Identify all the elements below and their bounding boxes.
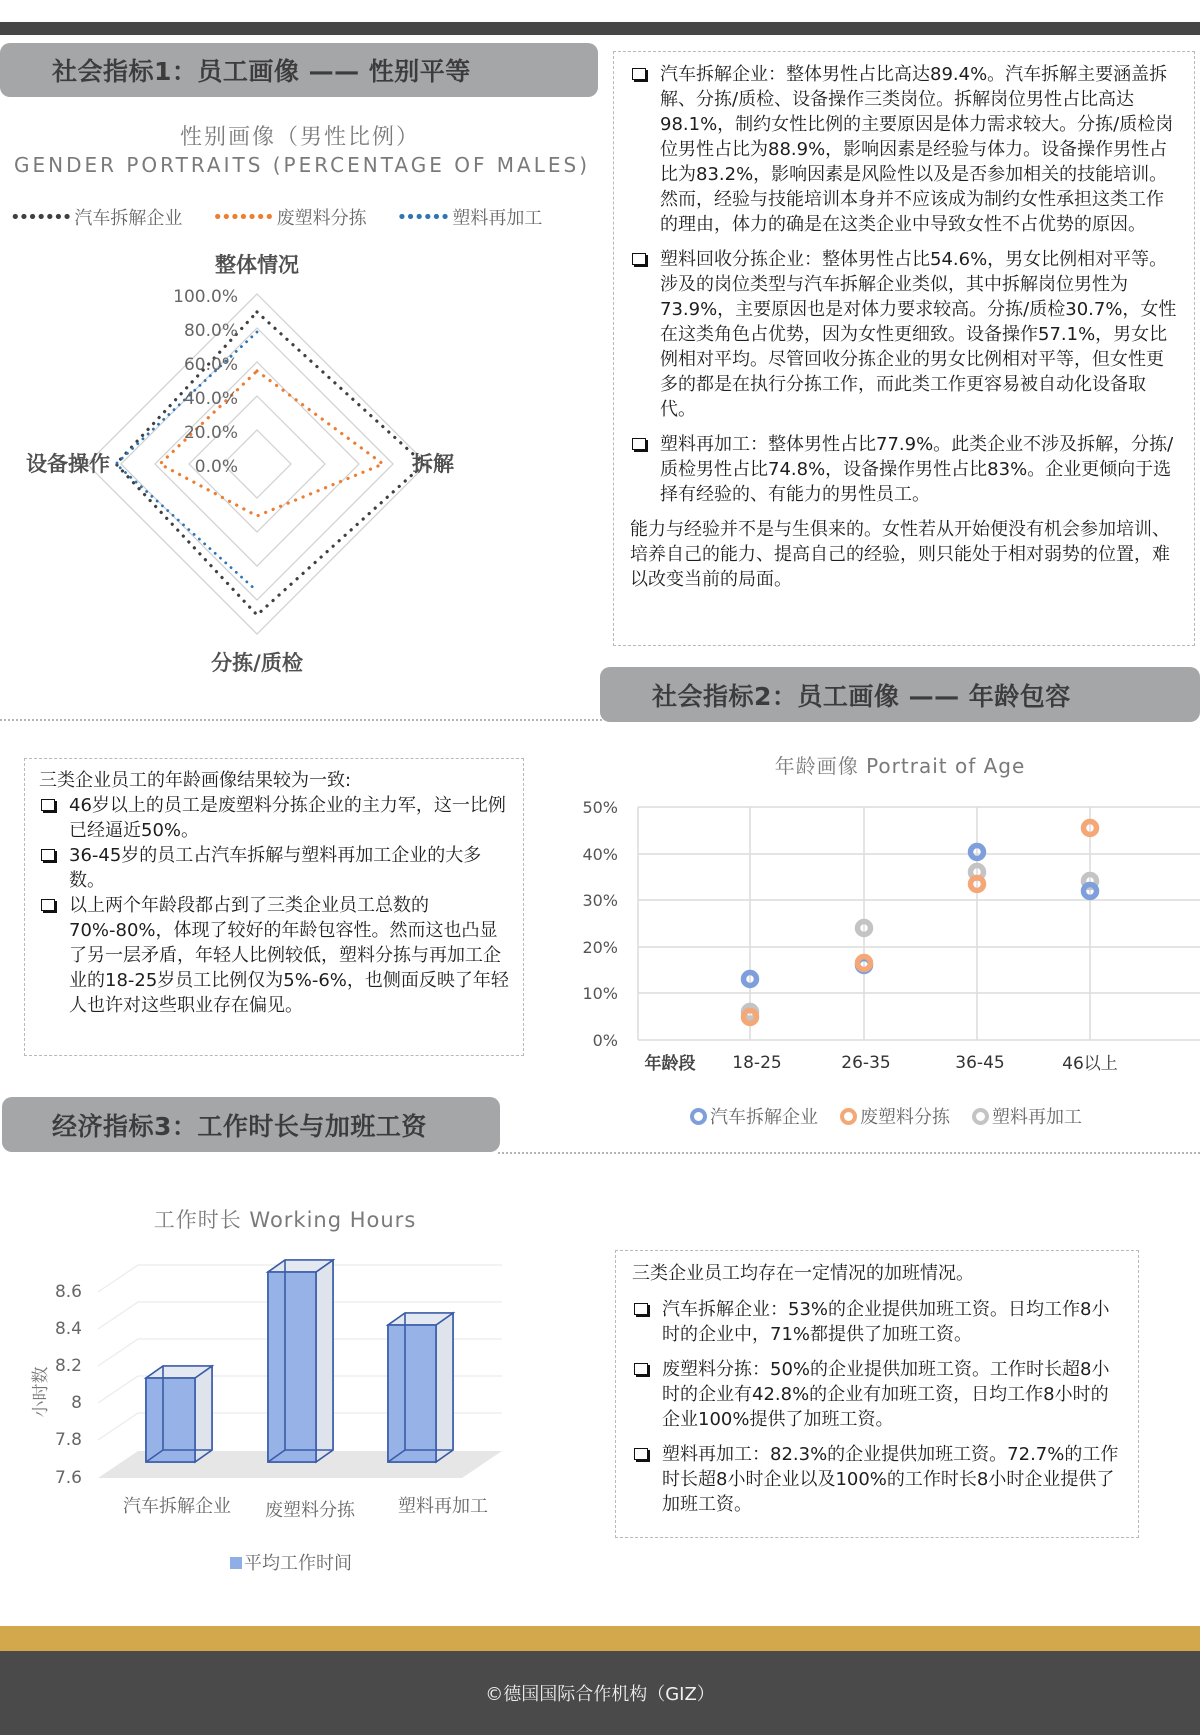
legend-label-reprocess: 塑料再加工: [452, 208, 543, 229]
x-tick: 汽车拆解企业: [123, 1496, 231, 1517]
legend-label-waste: 废塑料分拣: [276, 208, 367, 229]
legend-label-car: 汽车拆解企业: [74, 208, 183, 229]
section-title-gender: [0, 43, 598, 97]
radar-tick-labels: [173, 287, 238, 477]
axis-label-dismantle: 拆解: [412, 452, 454, 476]
y-tick: 8: [71, 1393, 82, 1413]
legend-marker-reprocess: [972, 1108, 989, 1125]
checkbox-bullet-icon: [632, 68, 646, 80]
overtime-intro: 三类企业员工均存在一定情况的加班情况。: [632, 1263, 974, 1284]
bar-legend-label: 平均工作时间: [244, 1553, 352, 1574]
tick: 0.0%: [194, 457, 238, 477]
y-tick: 20%: [582, 938, 618, 957]
checkbox-bullet-icon: [634, 1448, 648, 1460]
axis-label-overall: 整体情况: [215, 253, 299, 277]
footer: [0, 1651, 1200, 1735]
checkbox-bullet-icon: [632, 253, 646, 265]
checkbox-bullet-icon: [41, 849, 55, 861]
divider-dotted: [498, 1152, 1200, 1154]
bar-reprocess: [388, 1313, 453, 1462]
gender-bullet-car: 汽车拆解企业：整体男性占比高达89.4%。汽车拆解主要涵盖拆解、分拣/质检、设备操作三类岗位。拆解岗位男性占比高达98.1%，制约女性比例的主要原因是体力需求较大。分拣/质检岗位男性占比为88.9%，影响因素是经验与体力。设备操作男性占比为83.2%，影响因素是风险性以及是否参加相关的技能培训。然而，经验与技能培训本身并不应该成为制约女性承担这类工作的理由，体力的确是在这类企业中导致女性不占优势的原因。: [630, 62, 1180, 237]
radar-chart: [0, 230, 600, 690]
age-analysis-box: [24, 758, 524, 1056]
tick: 40.0%: [183, 389, 238, 409]
y-tick: 30%: [582, 891, 618, 910]
bar-waste: [268, 1260, 333, 1462]
tick: 80.0%: [183, 321, 238, 341]
section-title-hours: [2, 1097, 500, 1152]
y-tick: 8.6: [54, 1282, 82, 1302]
footer-accent-bar: [0, 1626, 1200, 1651]
age-chart-title: 年龄画像 Portrait of Age: [774, 754, 1026, 778]
y-tick: 10%: [582, 984, 618, 1003]
overtime-bullet-reprocess: 塑料再加工：82.3%的企业提供加班工资。72.7%的工作时长超8小时企业以及100%的工作时长8小时企业提供了加班工资。: [632, 1442, 1124, 1517]
age-bullet: 36-45岁的员工占汽车拆解与塑料再加工企业的大多数。: [39, 843, 509, 893]
radar-axis-labels: [26, 253, 454, 675]
scatter-gridlines: [638, 807, 1200, 1040]
bar-y-axis-label: 小时数: [31, 1366, 51, 1418]
checkbox-bullet-icon: [634, 1303, 648, 1315]
legend-marker-car: [690, 1108, 707, 1125]
y-tick: 0%: [592, 1031, 618, 1050]
x-tick: 36-45: [955, 1053, 1005, 1073]
x-tick: 18-25: [732, 1053, 782, 1073]
age-chart-legend: [690, 1103, 1170, 1129]
checkbox-bullet-icon: [41, 899, 55, 911]
legend-dots-reprocess: ••••••: [396, 206, 449, 228]
overtime-analysis-box: [615, 1250, 1139, 1538]
bar-y-ticks: [55, 1282, 82, 1488]
x-tick: 塑料再加工: [398, 1496, 488, 1517]
y-tick: 7.6: [54, 1468, 82, 1488]
section-title-age: [600, 667, 1200, 722]
overtime-bullet-car: 汽车拆解企业：53%的企业提供加班工资。日均工作8小时的企业中，71%都提供了加班工资。: [632, 1297, 1124, 1347]
x-axis-title: 年龄段: [644, 1054, 696, 1074]
legend-dots-car: •••••••: [10, 206, 71, 228]
checkbox-bullet-icon: [634, 1363, 648, 1375]
legend-label-reprocess: 塑料再加工: [992, 1107, 1082, 1128]
radar-chart-title-cn: 性别画像（男性比例）: [179, 125, 420, 150]
working-hours-bar-chart: [0, 1250, 600, 1580]
checkbox-bullet-icon: [632, 438, 646, 450]
checkbox-bullet-icon: [41, 799, 55, 811]
gender-bullet-waste: 塑料回收分拣企业：整体男性占比54.6%，男女比例相对平等。涉及的岗位类型与汽车拆解企业类似，其中拆解岗位男性为73.9%，主要原因也是对体力要求较高。分拣/质检30.7%，女性在这类角色占优势，因为女性更细致。设备操作57.1%，男女比例相对平均。尽管回收分拣企业的男女比例相对平等，但女性更多的都是在执行分拣工作，而此类工作更容易被自动化设备取代。: [630, 247, 1180, 422]
axis-label-sorting: 分拣/质检: [211, 651, 303, 675]
radar-legend: [10, 204, 600, 230]
gender-analysis-box: [613, 51, 1195, 646]
top-banner: [0, 22, 1200, 35]
axis-label-equipment: 设备操作: [26, 452, 110, 476]
legend-dots-waste: •••••••: [212, 206, 273, 228]
legend-marker-bar: [230, 1557, 242, 1569]
radar-chart-title-en: GENDER PORTRAITS (PERCENTAGE OF MALES): [13, 153, 591, 177]
age-scatter-chart: [560, 790, 1200, 1150]
footer-copyright: ©德国国际合作机构（GIZ）: [485, 1684, 715, 1705]
tick: 100.0%: [173, 287, 238, 307]
legend-label-waste: 废塑料分拣: [860, 1107, 950, 1128]
y-tick: 8.4: [54, 1319, 82, 1339]
gender-conclusion: 能力与经验并不是与生俱来的。女性若从开始便没有机会参加培训、培养自己的能力、提高自己的经验，则只能处于相对弱势的位置，难以改变当前的局面。: [630, 519, 1170, 590]
divider-dotted: [0, 719, 602, 721]
bar-car: [146, 1366, 212, 1462]
section-title-text: 社会指标1：员工画像 —— 性别平等: [52, 57, 471, 86]
legend-label-car: 汽车拆解企业: [710, 1107, 818, 1128]
overtime-bullet-waste: 废塑料分拣：50%的企业提供加班工资。工作时长超8小时的企业有42.8%的企业有加班工资，日均工作8小时的企业100%提供了加班工资。: [632, 1357, 1124, 1432]
scatter-x-labels: [645, 1053, 1118, 1074]
age-intro: 三类企业员工的年龄画像结果较为一致:: [39, 770, 352, 791]
scatter-y-ticks: [582, 798, 618, 1050]
x-tick: 26-35: [841, 1053, 891, 1073]
gender-bullet-reprocess: 塑料再加工：整体男性占比77.9%。此类企业不涉及拆解，分拣/质检男性占比74.8%，设备操作男性占比83%。企业更倾向于选择有经验的、有能力的男性员工。: [630, 432, 1180, 507]
age-bullet: 46岁以上的员工是废塑料分拣企业的主力军，这一比例已经逼近50%。: [39, 793, 509, 843]
age-bullet: 以上两个年龄段都占到了三类企业员工总数的70%-80%，体现了较好的年龄包容性。然而这也凸显了另一层矛盾，年轻人比例较低，塑料分拣与再加工企业的18-25岁员工比例仅为5%-6%，也侧面反映了年轻人也许对这些职业存在偏见。: [39, 893, 509, 1018]
x-tick: 46以上: [1062, 1054, 1118, 1074]
y-tick: 7.8: [54, 1430, 82, 1450]
tick: 60.0%: [183, 355, 238, 375]
tick: 20.0%: [183, 423, 238, 443]
y-tick: 40%: [582, 845, 618, 864]
x-tick: 废塑料分拣: [265, 1500, 355, 1521]
section-title-text: 经济指标3：工作时长与加班工资: [52, 1111, 427, 1141]
hours-chart-title: 工作时长 Working Hours: [153, 1208, 417, 1232]
y-tick: 50%: [582, 798, 618, 817]
radar-grid: [87, 294, 427, 634]
legend-marker-waste: [840, 1108, 857, 1125]
bar-x-labels: [123, 1496, 488, 1521]
section-title-text: 社会指标2：员工画像 —— 年龄包容: [652, 681, 1071, 711]
y-tick: 8.2: [54, 1356, 82, 1376]
